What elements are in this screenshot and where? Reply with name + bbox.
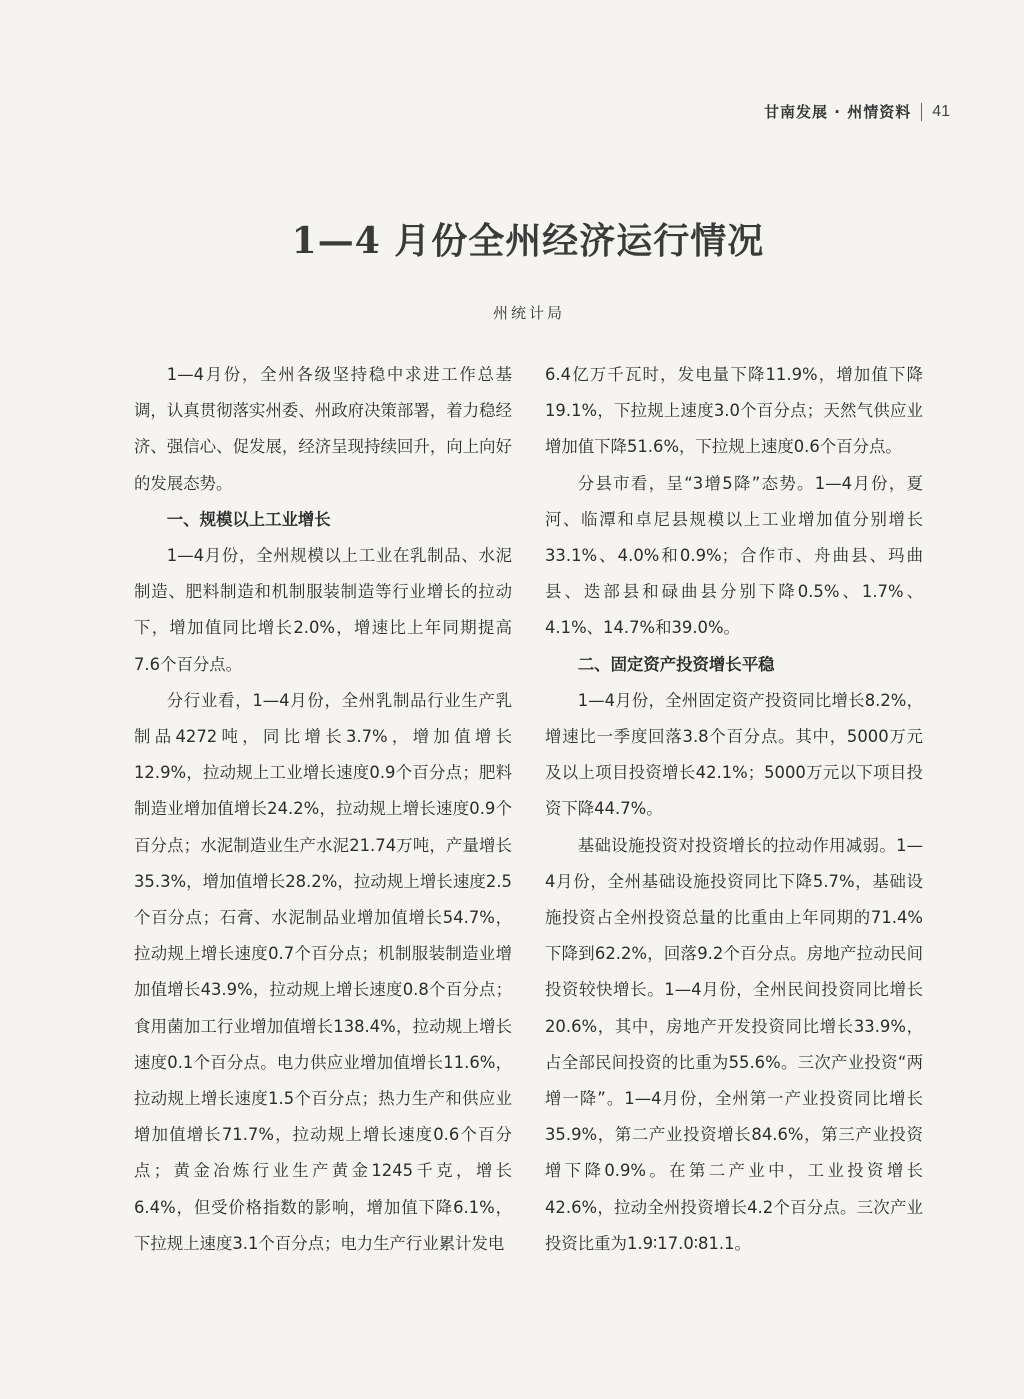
intro-paragraph: 1—4月份，全州各级坚持稳中求进工作总基调，认真贯彻落实州委、州政府决策部署，着力稳经济、强信心、促发展，经济呈现持续回升，向上向好的发展态势。 <box>134 365 512 493</box>
industry-paragraph: 1—4月份，全州规模以上工业在乳制品、水泥制造、肥料制造和机制服装制造等行业增长的拉动下，增加值同比增长2.0%，增速比上年同期提高7.6个百分点。 <box>134 546 512 674</box>
left-column <box>134 357 512 1262</box>
article-title: 1—4 月份全州经济运行情况 <box>291 220 765 262</box>
header-divider <box>921 103 922 121</box>
running-header <box>764 101 950 122</box>
county-paragraph: 分县市看，呈“3增5降”态势。1—4月份，夏河、临潭和卓尼县规模以上工业增加值分别增长33.1%、4.0%和0.9%；合作市、舟曲县、玛曲县、迭部县和碌曲县分别下降0.5%、1.7%、4.1%、14.7%和39.0%。 <box>545 473 923 638</box>
right-column <box>545 357 923 1262</box>
industry-detail-continued: 6.4亿万千瓦时，发电量下降11.9%，增加值下降19.1%，下拉规上速度3.0个百分点；天然气供应业增加值下降51.6%，下拉规上速度0.6个百分点。 <box>545 365 923 457</box>
infrastructure-paragraph: 基础设施投资对投资增长的拉动作用减弱。1—4月份，全州基础设施投资同比下降5.7%，基础设施投资占全州投资总量的比重由上年同期的71.4%下降到62.2%，回落9.2个百分点。房地产拉动民间投资较快增长。1—4月份，全州民间投资同比增长20.6%，其中，房地产开发投资同比增长33.9%，占全部民间投资的比重为55.6%。三次产业投资“两增一降”。1—4月份，全州第一产业投资同比增长35.9%，第二产业投资增长84.6%，第三产业投资增下降0.9%。在第二产业中，工业投资增长42.6%，拉动全州投资增长4.2个百分点。三次产业投资比重为1.9∶17.0∶81.1。 <box>545 835 923 1253</box>
section-heading-investment: 二、固定资产投资增长平稳 <box>577 654 775 674</box>
page-number: 41 <box>932 102 950 120</box>
article-author: 州统计局 <box>492 304 565 322</box>
running-title: 甘南发展 · 州情资料 <box>764 103 912 121</box>
section-heading-industry: 一、规模以上工业增长 <box>166 509 331 529</box>
investment-paragraph: 1—4月份，全州固定资产投资同比增长8.2%，增速比一季度回落3.8个百分点。其中，5000万元及以上项目投资增长42.1%；5000万元以下项目投资下降44.7%。 <box>545 690 923 819</box>
industry-detail-paragraph: 分行业看，1—4月份，全州乳制品行业生产乳制品4272吨，同比增长3.7%，增加值增长12.9%，拉动规上工业增长速度0.9个百分点；肥料制造业增加值增长24.2%，拉动规上增长速度0.9个百分点；水泥制造业生产水泥21.74万吨，产量增长35.3%，增加值增长28.2%，拉动规上增长速度2.5个百分点；石膏、水泥制品业增加值增长54.7%，拉动规上增长速度0.7个百分点；机制服装制造业增加值增长43.9%，拉动规上增长速度0.8个百分点；食用菌加工行业增加值增长138.4%，拉动规上增长速度0.1个百分点。电力供应业增加值增长11.6%，拉动规上增长速度1.5个百分点；热力生产和供应业增加值增长71.7%，拉动规上增长速度0.6个百分点；黄金冶炼行业生产黄金1245千克，增长6.4%，但受价格指数的影响，增加值下降6.1%，下拉规上速度3.1个百分点；电力生产行业累计发电 <box>134 690 512 1253</box>
